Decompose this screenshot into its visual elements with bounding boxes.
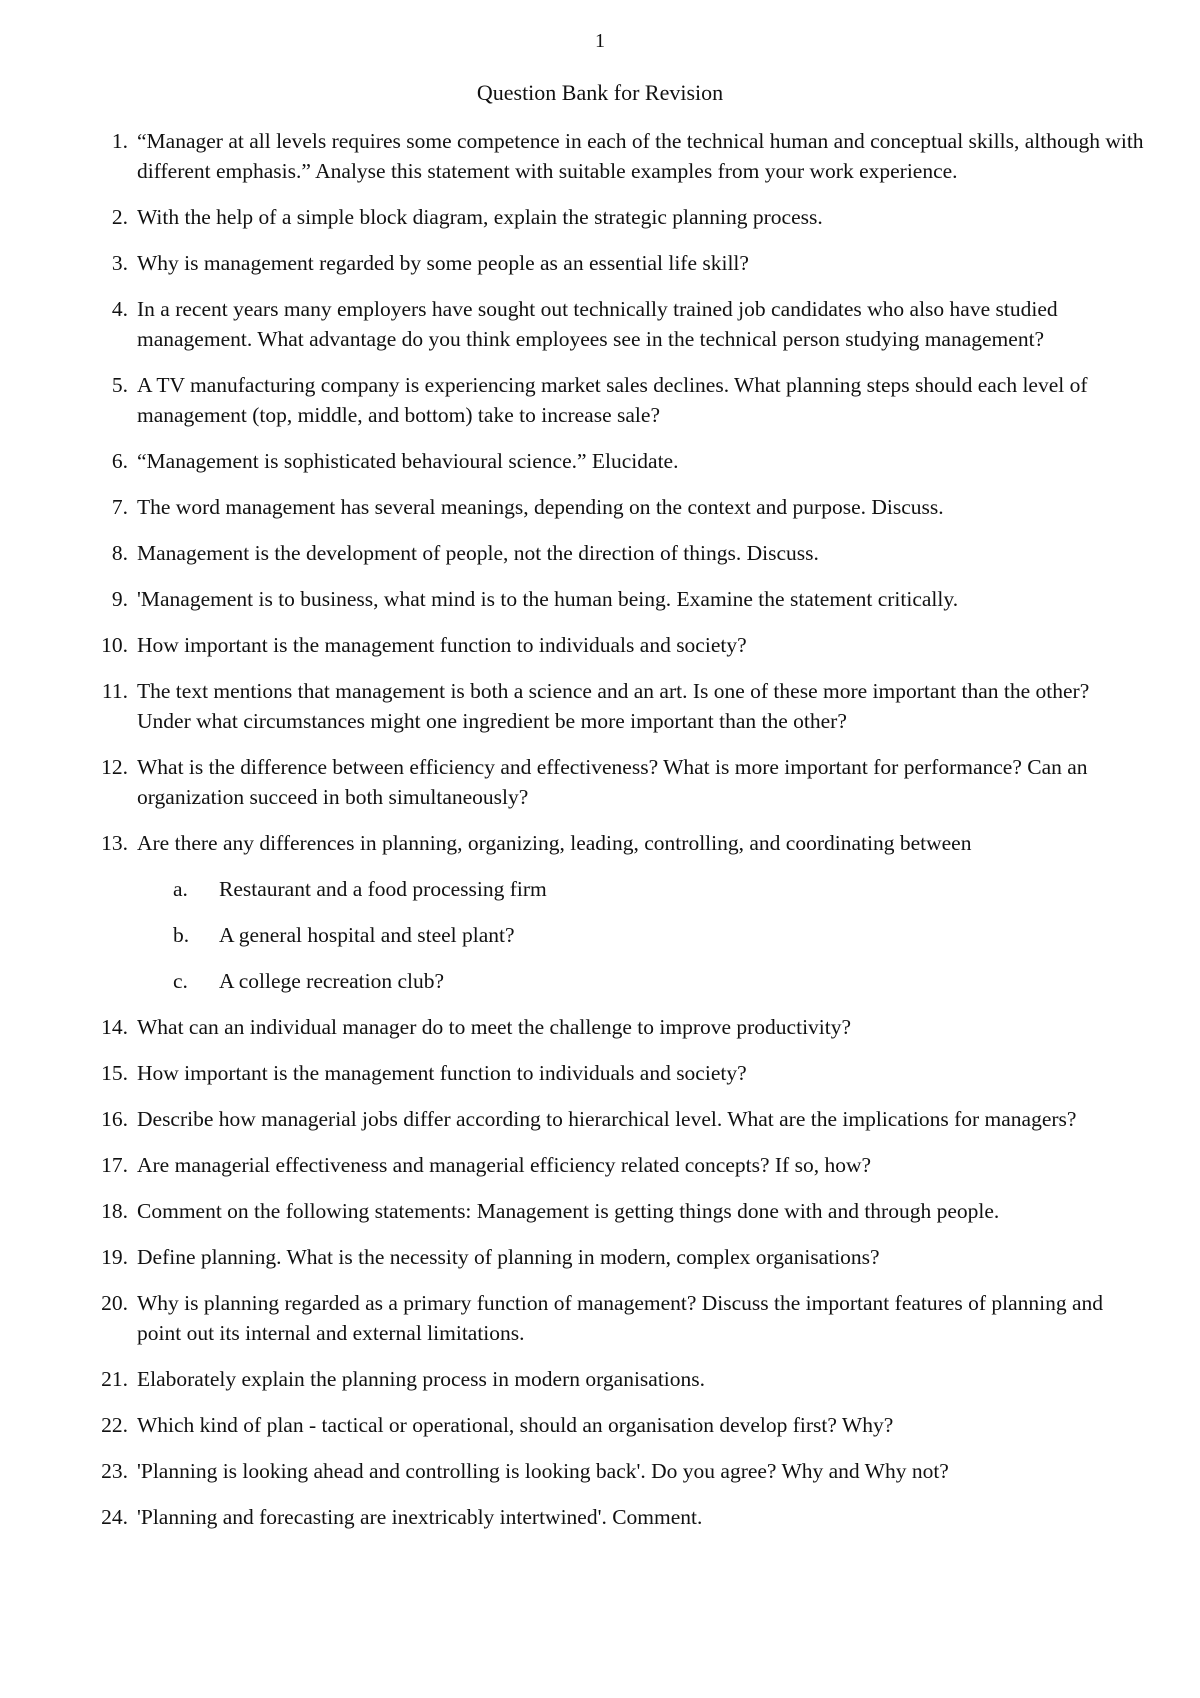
- question-item: [88, 752, 1148, 812]
- question-number: 24.: [101, 1505, 128, 1529]
- question-text: 'Planning is looking ahead and controlling is looking back'. Do you agree? Why and Why not?: [137, 1459, 949, 1483]
- question-number: 19.: [101, 1245, 128, 1269]
- question-item: [88, 676, 1148, 736]
- question-number: 22.: [101, 1413, 128, 1437]
- question-text: In a recent years many employers have sought out technically trained job candidates who also have studied management. What advantage do you think employees see in the technical person studying management?: [137, 297, 1058, 351]
- sub-question-item: [137, 966, 1148, 996]
- question-text: What is the difference between efficiency and effectiveness? What is more important for performance? Can an organization succeed in both simultaneously?: [137, 755, 1088, 809]
- question-number: 14.: [101, 1015, 128, 1039]
- sub-question-text: Restaurant and a food processing firm: [219, 877, 547, 901]
- question-item: [88, 1150, 1148, 1180]
- question-number: 3.: [111, 251, 128, 275]
- question-text: What can an individual manager do to meet the challenge to improve productivity?: [137, 1015, 852, 1039]
- question-number: 16.: [101, 1107, 128, 1131]
- question-number: 6.: [111, 449, 128, 473]
- sub-question-item: [137, 874, 1148, 904]
- sub-question-text: A general hospital and steel plant?: [219, 923, 515, 947]
- question-text: Define planning. What is the necessity of planning in modern, complex organisations?: [137, 1245, 880, 1269]
- question-item: [88, 1502, 1148, 1532]
- question-number: 5.: [111, 373, 128, 397]
- sub-question-letter: b.: [173, 923, 190, 947]
- question-text: A TV manufacturing company is experiencing market sales declines. What planning steps should each level of management (top, middle, and bottom) take to increase sale?: [137, 373, 1088, 427]
- question-text: “Manager at all levels requires some competence in each of the technical human and conceptual skills, although with different emphasis.” Analyse this statement with suitable examples from your work experience.: [137, 129, 1144, 183]
- question-number: 13.: [101, 831, 128, 855]
- question-item: [88, 370, 1148, 430]
- question-text: Why is planning regarded as a primary function of management? Discuss the important features of planning and point out its internal and external limitations.: [137, 1291, 1104, 1345]
- question-number: 23.: [101, 1459, 128, 1483]
- question-number: 20.: [101, 1291, 128, 1315]
- question-item: [88, 446, 1148, 476]
- question-text: 'Management is to business, what mind is to the human being. Examine the statement critically.: [137, 587, 959, 611]
- question-text: How important is the management function to individuals and society?: [137, 633, 747, 657]
- sub-question-letter: c.: [173, 969, 188, 993]
- question-number: 18.: [101, 1199, 128, 1223]
- question-list: [88, 126, 1148, 1548]
- question-text: Are managerial effectiveness and managerial efficiency related concepts? If so, how?: [137, 1153, 872, 1177]
- question-item: [88, 584, 1148, 614]
- question-text: 'Planning and forecasting are inextricably intertwined'. Comment.: [137, 1505, 703, 1529]
- question-number: 11.: [101, 679, 128, 703]
- question-item: [88, 1288, 1148, 1348]
- question-item: [88, 294, 1148, 354]
- question-number: 17.: [101, 1153, 128, 1177]
- question-item: [88, 1196, 1148, 1226]
- question-text: Management is the development of people, not the direction of things. Discuss.: [137, 541, 819, 565]
- question-number: 12.: [101, 755, 128, 779]
- question-number: 2.: [111, 205, 128, 229]
- question-number: 15.: [101, 1061, 128, 1085]
- question-item: [88, 1410, 1148, 1440]
- sub-question-letter: a.: [173, 877, 188, 901]
- question-number: 4.: [111, 297, 128, 321]
- question-item: [88, 538, 1148, 568]
- question-text: How important is the management function to individuals and society?: [137, 1061, 747, 1085]
- question-item: [88, 1364, 1148, 1394]
- question-item: [88, 202, 1148, 232]
- question-text: Describe how managerial jobs differ according to hierarchical level. What are the implications for managers?: [137, 1107, 1077, 1131]
- question-item: [88, 248, 1148, 278]
- sub-question-item: [137, 920, 1148, 950]
- question-number: 10.: [101, 633, 128, 657]
- question-text: The word management has several meanings, depending on the context and purpose. Discuss.: [137, 495, 944, 519]
- question-item: [88, 492, 1148, 522]
- question-text: With the help of a simple block diagram, explain the strategic planning process.: [137, 205, 823, 229]
- question-item: [88, 1104, 1148, 1134]
- question-item: [88, 126, 1148, 186]
- question-number: 21.: [101, 1367, 128, 1391]
- question-text: Are there any differences in planning, organizing, leading, controlling, and coordinating between: [137, 831, 972, 855]
- question-item: [88, 1012, 1148, 1042]
- sub-question-text: A college recreation club?: [219, 969, 445, 993]
- question-text: Why is management regarded by some people as an essential life skill?: [137, 251, 749, 275]
- question-text-block: [128, 828, 1148, 996]
- sub-question-list: [137, 874, 1148, 996]
- question-text: Comment on the following statements: Management is getting things done with and through people.: [137, 1199, 1000, 1223]
- question-number: 8.: [111, 541, 128, 565]
- question-number: 1.: [111, 129, 128, 153]
- question-text: Elaborately explain the planning process in modern organisations.: [137, 1367, 706, 1391]
- page-number: 1: [595, 30, 605, 52]
- question-text: Which kind of plan - tactical or operational, should an organisation develop first? Why?: [137, 1413, 894, 1437]
- question-number: 9.: [111, 587, 128, 611]
- question-item: [88, 1058, 1148, 1088]
- question-item: [88, 828, 1148, 996]
- question-text: “Management is sophisticated behavioural science.” Elucidate.: [137, 449, 679, 473]
- question-text: The text mentions that management is both a science and an art. Is one of these more important than the other? Under what circumstances might one ingredient be more important than the other?: [137, 679, 1090, 733]
- question-item: [88, 1242, 1148, 1272]
- question-number: 7.: [111, 495, 128, 519]
- question-item: [88, 630, 1148, 660]
- question-item: [88, 1456, 1148, 1486]
- page-title: Question Bank for Revision: [476, 80, 724, 105]
